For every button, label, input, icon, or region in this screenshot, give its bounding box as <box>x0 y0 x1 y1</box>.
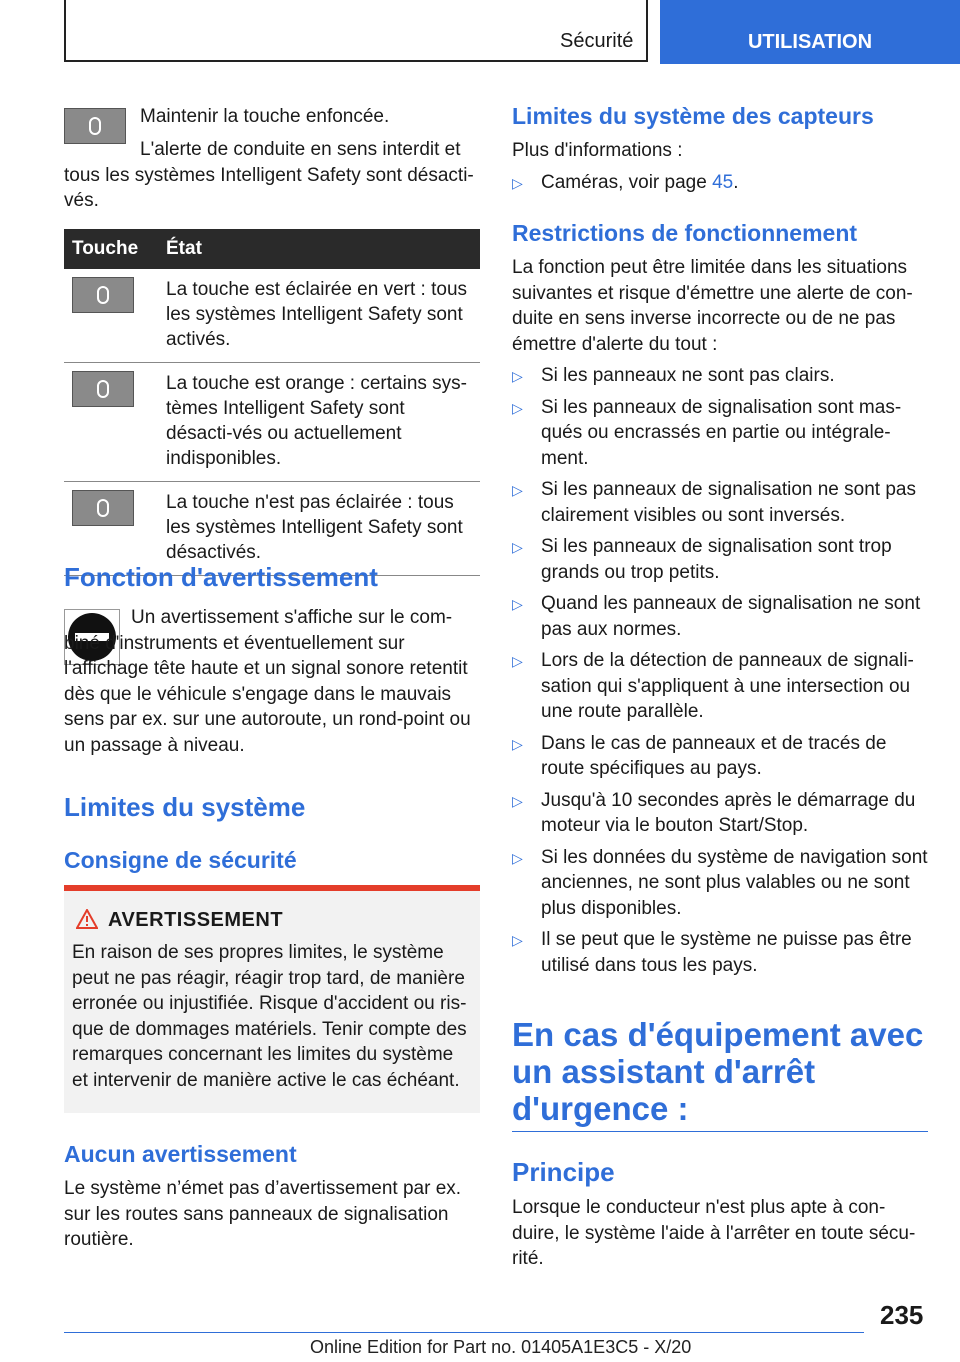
p-more-info: Plus d'informations : <box>512 140 683 161</box>
list-item: ▷ Caméras, voir page 45. <box>512 170 928 196</box>
footer-line <box>64 1332 864 1333</box>
triangle-bullet-icon: ▷ <box>512 653 523 669</box>
row-text: La touche n'est pas éclairée : tous les systèmes Intelligent Safety sont désactivés. <box>158 482 480 576</box>
list-item: ▷ Il se peut que le système ne puisse pas être utilisé dans tous les pays. <box>512 929 912 976</box>
row-text: La touche est éclairée en vert : tous les systèmes Intelligent Safety sont activés. <box>158 269 480 363</box>
page-link[interactable]: 45 <box>712 172 734 193</box>
table-row <box>64 363 480 482</box>
p-principle: Lorsque le conducteur n'est plus apte à con-duire, le système l'aide à l'arrêter en toute sécu-rité. <box>512 1197 916 1269</box>
triangle-bullet-icon: ▷ <box>512 399 523 416</box>
heading-warning-function: Fonction d'avertissement <box>64 562 378 592</box>
triangle-bullet-icon: ▷ <box>512 932 523 948</box>
p-warning-function: Un avertissement s'affiche sur le com-biné d'instruments et éventuellement sur l'affichage tête haute et un signal sonore retentit dès que le véhicule s'engage dans le mauvais sens par ex. sur une autoroute, un rond-point ou un passage à niveau. <box>64 607 471 756</box>
list-item: ▷ Si les panneaux de signalisation sont mas-qués ou encrassés en partie ou intégrale-ment. <box>512 396 902 469</box>
list-item: ▷ Si les panneaux ne sont pas clairs. <box>512 363 928 389</box>
list-item: ▷ Si les données du système de navigation sont anciennes, ne sont plus valables ou ne sont plus disponibles. <box>512 846 928 919</box>
heading-emergency: En cas d'équipement avec un assistant d'arrêt d'urgence : <box>512 1016 924 1127</box>
list-item: ▷ Quand les panneaux de signalisation ne sont pas aux normes. <box>512 593 921 640</box>
table-row <box>64 269 480 363</box>
list-item: ▷ Lors de la détection de panneaux de signali-sation qui s'appliquent à une intersection ou une route parallèle. <box>512 650 914 722</box>
heading-principle: Principe <box>512 1157 615 1187</box>
p-no-warning: Le système n’émet pas d’avertissement par ex. sur les routes sans panneaux de signalisation routière. <box>64 1178 462 1250</box>
warning-title: AVERTISSEMENT <box>108 909 284 931</box>
footer-edition: Online Edition for Part no. 01405A1E3C5 - X/20 <box>310 1337 692 1357</box>
triangle-bullet-icon: ▷ <box>512 849 523 866</box>
triangle-bullet-icon: ▷ <box>512 175 523 191</box>
triangle-bullet-icon: ▷ <box>512 368 523 384</box>
heading-safety: Consigne de sécurité <box>64 847 297 873</box>
heading-sensor-limits: Limites du système des capteurs <box>512 103 874 129</box>
row-text: La touche est orange : certains sys-tèmes Intelligent Safety sont désacti-vés ou actuellement indisponibles. <box>158 363 480 482</box>
p-restrictions: La fonction peut être limitée dans les situations suivantes et risque d'émettre une alerte de con-duite en sens inverse incorrecte ou de ne pas émettre d'alerte du tout : <box>512 257 913 355</box>
camera-list <box>512 170 928 202</box>
page-number: 235 <box>880 1300 924 1330</box>
warning-text: En raison de ses propres limites, le système peut ne pas réagir, réagir trop tard, de manière erronée ou injustifiée. Risque d'accident ou ris-que de dommages matériels. Tenir compte des remarques concernant les limites du système et intervenir de manière active le cas échéant. <box>72 942 467 1091</box>
heading-limits: Limites du système <box>64 792 306 822</box>
button-icon-off <box>72 490 134 526</box>
p-alert: L'alerte de conduite en sens interdit et tous les systèmes Intelligent Safety sont désacti-vés. <box>64 139 474 211</box>
button-icon-orange <box>72 371 134 407</box>
header-tab: UTILISATION <box>660 0 960 64</box>
th-state: État <box>158 229 480 269</box>
divider <box>512 1131 928 1132</box>
warning-box <box>64 885 480 1113</box>
triangle-bullet-icon: ▷ <box>512 539 523 555</box>
restrictions-list <box>512 363 928 984</box>
heading-no-warning: Aucun avertissement <box>64 1141 297 1167</box>
triangle-bullet-icon: ▷ <box>512 792 523 809</box>
list-item: ▷ Jusqu'à 10 secondes après le démarrage du moteur via le bouton Start/Stop. <box>512 789 916 836</box>
header-section: Sécurité <box>560 30 634 52</box>
p-hold: Maintenir la touche enfoncée. <box>140 106 390 127</box>
list-item: ▷ Dans le cas de panneaux et de tracés de route spécifiques au pays. <box>512 732 887 779</box>
list-item: ▷ Si les panneaux de signalisation sont trop grands ou trop petits. <box>512 536 892 583</box>
triangle-bullet-icon: ▷ <box>512 735 523 752</box>
button-icon-green <box>72 277 134 313</box>
th-key: Touche <box>64 229 158 269</box>
triangle-bullet-icon: ▷ <box>512 482 523 498</box>
warning-triangle-icon <box>76 909 98 929</box>
heading-restrictions: Restrictions de fonctionnement <box>512 220 858 246</box>
triangle-bullet-icon: ▷ <box>512 596 523 612</box>
key-table <box>64 229 480 576</box>
list-item: ▷ Si les panneaux de signalisation ne sont pas clairement visibles ou sont inversés. <box>512 479 916 526</box>
